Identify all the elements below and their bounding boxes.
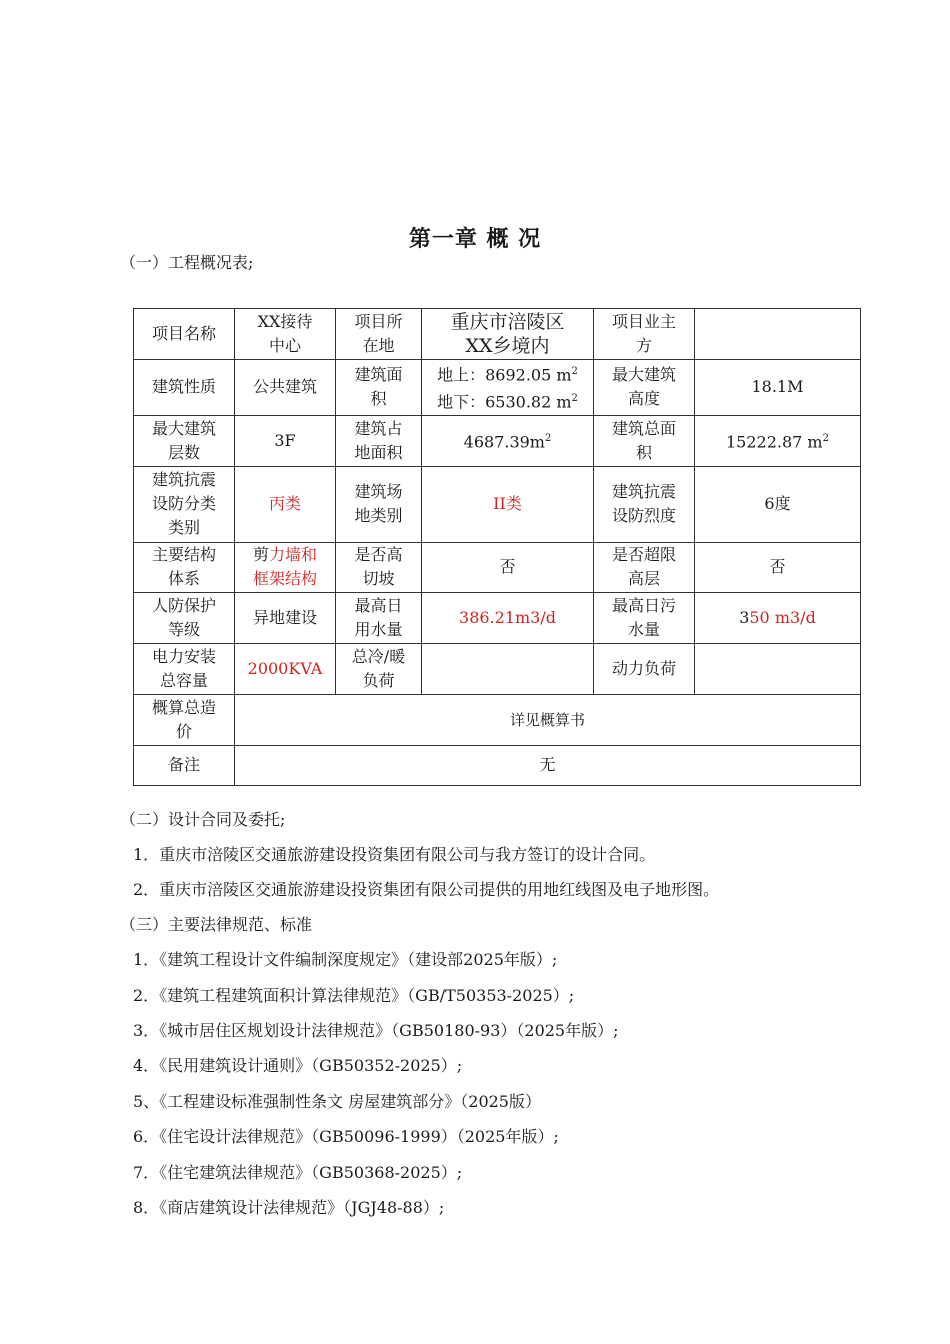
table-cell: 建筑占 地面积 (336, 415, 422, 466)
table-cell: 18.1M (695, 360, 861, 416)
table-row (134, 643, 861, 694)
table-cell: 最大建筑 层数 (134, 415, 235, 466)
table-cell: 动力负荷 (594, 643, 695, 694)
table-cell: 详见概算书 (235, 694, 861, 745)
table-cell: 剪力墙和 框架结构 (235, 542, 336, 592)
table-cell: 地上：8692.05 $m^2$ 地下：6530.82 $m^2$ (422, 360, 594, 416)
table-cell: XX接待 中心 (235, 309, 336, 360)
table-cell (695, 309, 861, 360)
table-cell (422, 643, 594, 694)
list-item: 7．《住宅建筑法律规范》（GB50368-2025）; (133, 1163, 463, 1182)
table-cell: 是否超限 高层 (594, 542, 695, 592)
table-cell: 公共建筑 (235, 360, 336, 416)
table-row (134, 694, 861, 745)
table-cell: 异地建设 (235, 592, 336, 643)
table-cell: 是否高 切坡 (336, 542, 422, 592)
table-cell: 项目名称 (134, 309, 235, 360)
table-cell: 建筑场 地类别 (336, 466, 422, 542)
table-row (134, 592, 861, 643)
table-cell: 重庆市涪陵区 XX乡境内 (422, 309, 594, 360)
table-cell: 无 (235, 745, 861, 785)
list-item: 1．重庆市涪陵区交通旅游建设投资集团有限公司与我方签订的设计合同。 (133, 845, 656, 864)
table-cell: 备注 (134, 745, 235, 785)
table-row (134, 360, 861, 416)
table-cell: 建筑抗震 设防烈度 (594, 466, 695, 542)
table-cell: 建筑性质 (134, 360, 235, 416)
page-title: 第一章 概 况 (408, 226, 542, 252)
table-cell: 项目业主 方 (594, 309, 695, 360)
table-cell: 最大建筑 高度 (594, 360, 695, 416)
list-item: 1．《建筑工程设计文件编制深度规定》（建设部2025年版）; (133, 950, 558, 969)
table-cell: 建筑抗震 设防分类 类别 (134, 466, 235, 542)
table-cell: 最高日污 水量 (594, 592, 695, 643)
table-cell: 386.21m3/d (422, 592, 594, 643)
table-row (134, 542, 861, 592)
table-cell: 3F (235, 415, 336, 466)
table-cell: II类 (422, 466, 594, 542)
table-cell: 建筑总面 积 (594, 415, 695, 466)
table-cell: 350 m3/d (695, 592, 861, 643)
table-cell: 电力安装 总容量 (134, 643, 235, 694)
list-item: 2．重庆市涪陵区交通旅游建设投资集团有限公司提供的用地红线图及电子地形图。 (133, 880, 720, 899)
table-cell: 否 (422, 542, 594, 592)
list-item: 3．《城市居住区规划设计法律规范》（GB50180-93）（2025年版）; (133, 1021, 619, 1040)
table-row (134, 415, 861, 466)
table-row (134, 309, 861, 360)
table-cell: 否 (695, 542, 861, 592)
table-cell: 总冷/暖 负荷 (336, 643, 422, 694)
table-cell: 丙类 (235, 466, 336, 542)
table-cell: $4687.39m^2$ (422, 415, 594, 466)
section-heading-1: （一）工程概况表; (120, 253, 254, 272)
table-cell (695, 643, 861, 694)
list-item: 8．《商店建筑设计法律规范》（JGJ48-88）; (133, 1198, 445, 1217)
project-overview-table (133, 308, 861, 786)
table-cell: 项目所 在地 (336, 309, 422, 360)
table-cell: 6度 (695, 466, 861, 542)
table-cell: 主要结构 体系 (134, 542, 235, 592)
table-row (134, 745, 861, 785)
list-item: 6．《住宅设计法律规范》（GB50096-1999）（2025年版）; (133, 1127, 559, 1146)
section-heading-2: （二）设计合同及委托; (120, 810, 286, 829)
table-row (134, 466, 861, 542)
table-cell: 建筑面 积 (336, 360, 422, 416)
table-cell: 概算总造 价 (134, 694, 235, 745)
list-item: 4．《民用建筑设计通则》（GB50352-2025）; (133, 1056, 463, 1075)
list-item: 5、《工程建设标准强制性条文 房屋建筑部分》（2025版） (133, 1092, 541, 1111)
table-cell: 15222.87 $m^2$ (695, 415, 861, 466)
section-heading-3: （三）主要法律规范、标准 (120, 915, 313, 934)
table-cell: 人防保护 等级 (134, 592, 235, 643)
table-cell: 最高日 用水量 (336, 592, 422, 643)
list-item: 2．《建筑工程建筑面积计算法律规范》（GB/T50353-2025）; (133, 986, 575, 1005)
table-cell: 2000KVA (235, 643, 336, 694)
